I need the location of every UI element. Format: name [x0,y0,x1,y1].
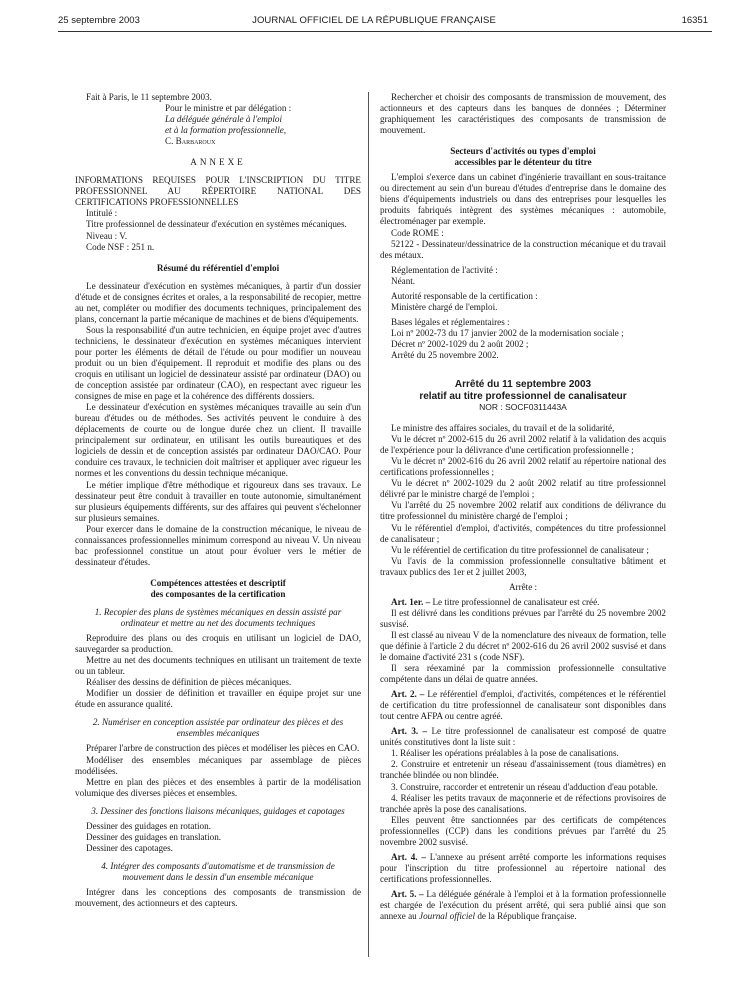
issue-date: 25 septembre 2003 [58,15,140,26]
signature-line: et à la formation professionnelle, [165,125,287,136]
visa: Vu le décret nº 2002-616 du 26 avril 2002 relatif au répertoire national des certifications professionnelles ; [380,456,666,478]
article [380,852,666,885]
competence-item: Préparer l'arbre de construction des pièces et modéliser les pièces en CAO. [86,743,360,754]
section-heading: accessibles par le détenteur du titre [454,157,592,168]
journal-title: JOURNAL OFFICIEL DE LA RÉPUBLIQUE FRANÇAISE [252,15,496,26]
article-text: Le référentiel d'emploi, d'activités, compétences et le référentiel de certification du titre professionnel de canalisateur sont disponibles dans tout centre AFPA ou centre agréé. [380,689,666,722]
visa: Vu le décret nº 2002-615 du 26 avril 2002 relatif à la validation des acquis de l'expérience pour la délivrance d'une certification professionnelle ; [380,434,666,456]
annexe-heading: ANNEXE [190,157,246,168]
header-rule [58,31,712,32]
visa: Vu le référentiel d'emploi, d'activités, compétences du titre professionnel de canalisateur ; [380,522,666,544]
visa: Vu l'avis de la commission professionnelle consultative bâtiment et travaux publics des 1er et 2 juillet 2003, [380,555,666,577]
competence-title: 4. Intégrer des composants d'automatisme et de transmission de mouvement dans le dessin d'un ensemble mécanique [101,860,335,882]
article-label: Art. 1er. – [391,596,431,607]
column-divider [368,92,369,957]
article [380,689,666,722]
article [380,597,666,608]
authority: Ministère chargé de l'emploi. [391,301,498,312]
competence-item: Mettre en plan des pièces et des ensembles à partir de la modélisation volumique des diverses pièces et ensembles. [75,776,361,798]
unit-item: 1. Réaliser les opérations préalables à la pose de canalisations. [391,748,619,759]
unit-item: 3. Construire, raccorder et entretenir un réseau d'adduction d'eau potable. [391,781,658,792]
article-label: Art. 3. – [391,726,428,737]
article-label: Art. 4. – [391,851,426,862]
competence-item: Modifier un dossier de définition et travailler en équipe projet sur une étude en assurance qualité. [75,688,361,710]
page-number: 16351 [681,15,708,26]
paragraph: Rechercher et choisir des composants de transmission de mouvement, des actionneurs et des capteurs dans les banques de données ; Déterminer graphiquement les caractéristiques des composants de transmission de mouvement. [380,92,666,136]
visa: Vu le référentiel de certification du titre professionnel de canalisateur ; [391,544,649,555]
field-label: Bases légales et réglementaires : [391,316,510,327]
paragraph: Le dessinateur d'exécution en systèmes mécaniques, à partir d'un dossier d'étude et de consignes écrites et orales, a la responsabilité de recopier, mettre au net, compléter ou modifier des documents techniques, principalement des plans, concernant la partie mécanique de machines et de biens d'équipements. [75,280,361,324]
article-text: de la République française. [475,911,577,922]
paragraph: Le métier implique d'être méthodique et rigoureux dans ses travaux. Le dessinateur peut être conduit à travailler en toute autonomie, simultanément sur plusieurs équipements différents, sur des affaires qui peuvent s'échelonner sur plusieurs semaines. [75,479,361,523]
paragraph: Il sera réexaminé par la commission professionnelle consultative compétente dans un délai de quatre années. [380,663,666,685]
section-heading: Résumé du référentiel d'emploi [156,262,280,273]
signature-date: Fait à Paris, le 11 septembre 2003. [86,92,212,102]
preamble: Le ministre des affaires sociales, du travail et de la solidarité, [391,423,615,434]
title-name: Titre professionnel de dessinateur d'exécution en systèmes mécaniques. [86,219,347,230]
competence-item: Mettre au net des documents techniques en utilisant un traitement de texte ou un tableur. [75,655,361,677]
regulation: Néant. [391,275,416,286]
paragraph: Il est classé au niveau V de la nomenclature des niveaux de formation, telle que définie à l'article 2 du décret nº 2002-616 du 26 avril 2002 susvisé et dans le domaine d'activité 231 s (code NSF). [380,629,666,663]
competence-item: Reproduire des plans ou des croquis en utilisant un logiciel de DAO, sauvegarder sa production. [75,633,361,655]
unit-item: 2. Construire et entretenir un réseau d'assainissement (tous diamètres) en tranchée blindée ou non blindée. [380,759,666,781]
competence-title: 2. Numériser en conception assistée par ordinateur des pièces et des ensembles mécaniques [92,717,344,739]
rome-code: 52122 - Dessinateur/dessinatrice de la construction mécanique et du travail des métaux. [380,238,666,260]
paragraph: Pour exercer dans le domaine de la construction mécanique, le niveau de connaissances professionnelles minimum correspond au niveau V. Un niveau bac professionnel constitue un atout pour évoluer vers le métier de dessinateur d'études. [75,523,361,567]
arrete-label: Arrête : [508,581,538,592]
field-label: Intitulé : [86,208,118,219]
level: Niveau : V. [86,230,127,241]
journal-name: Journal officiel [419,911,476,922]
competence-item: Modéliser des ensembles mécaniques par assemblage de pièces modélisées. [75,754,361,776]
article-text: La déléguée générale à l'emploi et à la formation professionnelle est chargée de l'exécution du présent arrêté, qui sera publié ainsi que son annexe au [380,888,666,922]
right-column [380,92,666,922]
paragraph: L'emploi s'exerce dans un cabinet d'ingénierie travaillant en sous-traitance ou directement au sein d'un bureau d'études d'entreprise dans le domaine des biens d'équipements industriels ou dans des entreprises pour lesquelles les produits fabriqués intègrent des systèmes mécaniques : automobile, électroménager par exemple. [380,172,666,227]
section-heading: Compétences attestées et descriptif [150,577,286,588]
annexe-subheading: INFORMATIONS REQUISES POUR L'INSCRIPTION DU TITRE PROFESSIONNEL AU RÉPERTOIRE NATIONAL DES CERTIFICATIONS PROFESSIONNELLES [75,175,361,208]
paragraph: Elles peuvent être sanctionnées par des certificats de compétences professionnelles (CCP) dans les conditions prévues par l'arrêté du 25 novembre 2002 susvisé. [380,814,666,847]
paragraph: Le dessinateur d'exécution en systèmes mécaniques travaille au sein d'un bureau d'études ou de méthodes. Ses activités peuvent le conduire à des déplacements de courte ou de longue durée chez un client. Il travaille principalement sur ordinateur, en utilisant les outils bureautiques et des logiciels de dessin et de conception assistés par ordinateur DAO/CAO. Pour conduire ces travaux, le technicien doit maîtriser et appliquer avec rigueur les normes et les conventions du dessin technique mécanique. [75,402,361,479]
unit-item: 4. Réaliser les petits travaux de maçonnerie et de réfections provisoires de tranchée après la pose des canalisations. [380,792,666,814]
nor-reference: NOR : SOCF0311443A [479,402,567,413]
signature-line: La déléguée générale à l'emploi [165,114,282,125]
field-label: Réglementation de l'activité : [391,264,498,275]
article-text: Le titre professionnel de canalisateur est composé de quatre unités constitutives dont la liste suit : [380,726,666,748]
article-label: Art. 2. – [391,689,425,700]
decree-subtitle: relatif au titre professionnel de canalisateur [419,390,627,402]
article-text: L'annexe au présent arrêté comporte les informations requises pour l'inscription du titre professionnel au répertoire national des certifications professionnelles. [380,851,666,884]
signatory-name: C. Barbaroux [165,136,216,147]
field-label: Code ROME : [391,227,444,238]
section-heading: des composantes de la certification [150,588,286,599]
article [380,726,666,748]
article-label: Art. 5. – [391,888,424,899]
paragraph: Sous la responsabilité d'un autre technicien, en équipe projet avec d'autres techniciens, le dessinateur d'exécution en systèmes mécaniques intervient pour porter les éléments de détail de l'étude ou pour modifier un nouveau produit ou un bien d'équipement. Il reproduit et modifie des plans ou des croquis en utilisant un logiciel de dessinateur assisté par ordinateur (DAO) ou de conception assistée par ordinateur (CAO), en respectant avec rigueur les consignes de mise en page et la cohérence des différents dossiers. [75,324,361,402]
competence-item: Réaliser des dessins de définition de pièces mécaniques. [86,677,292,688]
legal-basis: Loi nº 2002-73 du 17 janvier 2002 de la modernisation sociale ; [391,327,624,338]
article-text: Le titre professionnel de canalisateur est créé. [430,596,600,607]
competence-item: Intégrer dans les conceptions des composants de transmission de mouvement, des actionneurs et des capteurs. [75,887,361,909]
nsf-code: Code NSF : 251 n. [86,241,155,252]
visa: Vu le décret nº 2002-1029 du 2 août 2002 relatif au titre professionnel délivré par le ministre chargé de l'emploi ; [380,478,666,500]
article [380,889,666,922]
signature-line: Pour le ministre et par délégation : [165,103,292,114]
left-column [75,92,361,909]
competence-title: 3. Dessiner des fonctions liaisons mécaniques, guidages et capotages [91,805,345,816]
competence-item: Dessiner des guidages en rotation. [86,820,211,831]
field-label: Autorité responsable de la certification : [391,290,538,301]
decree-title: Arrêté du 11 septembre 2003 [454,379,592,391]
competence-title: 1. Recopier des plans de systèmes mécaniques en dessin assisté par ordinateur et mettre au net des documents techniques [94,606,342,629]
paragraph: Il est délivré dans les conditions prévues par l'arrêté du 25 novembre 2002 susvisé. [380,607,666,629]
legal-basis: Arrêté du 25 novembre 2002. [391,349,499,360]
visa: Vu l'arrêté du 25 novembre 2002 relatif aux conditions de délivrance du titre professionnel du ministère chargé de l'emploi ; [380,500,666,522]
competence-item: Dessiner des capotages. [86,842,173,853]
section-heading: Secteurs d'activités ou types d'emploi [450,146,596,157]
legal-basis: Décret nº 2002-1029 du 2 août 2002 ; [391,338,529,349]
competence-item: Dessiner des guidages en translation. [86,831,222,842]
